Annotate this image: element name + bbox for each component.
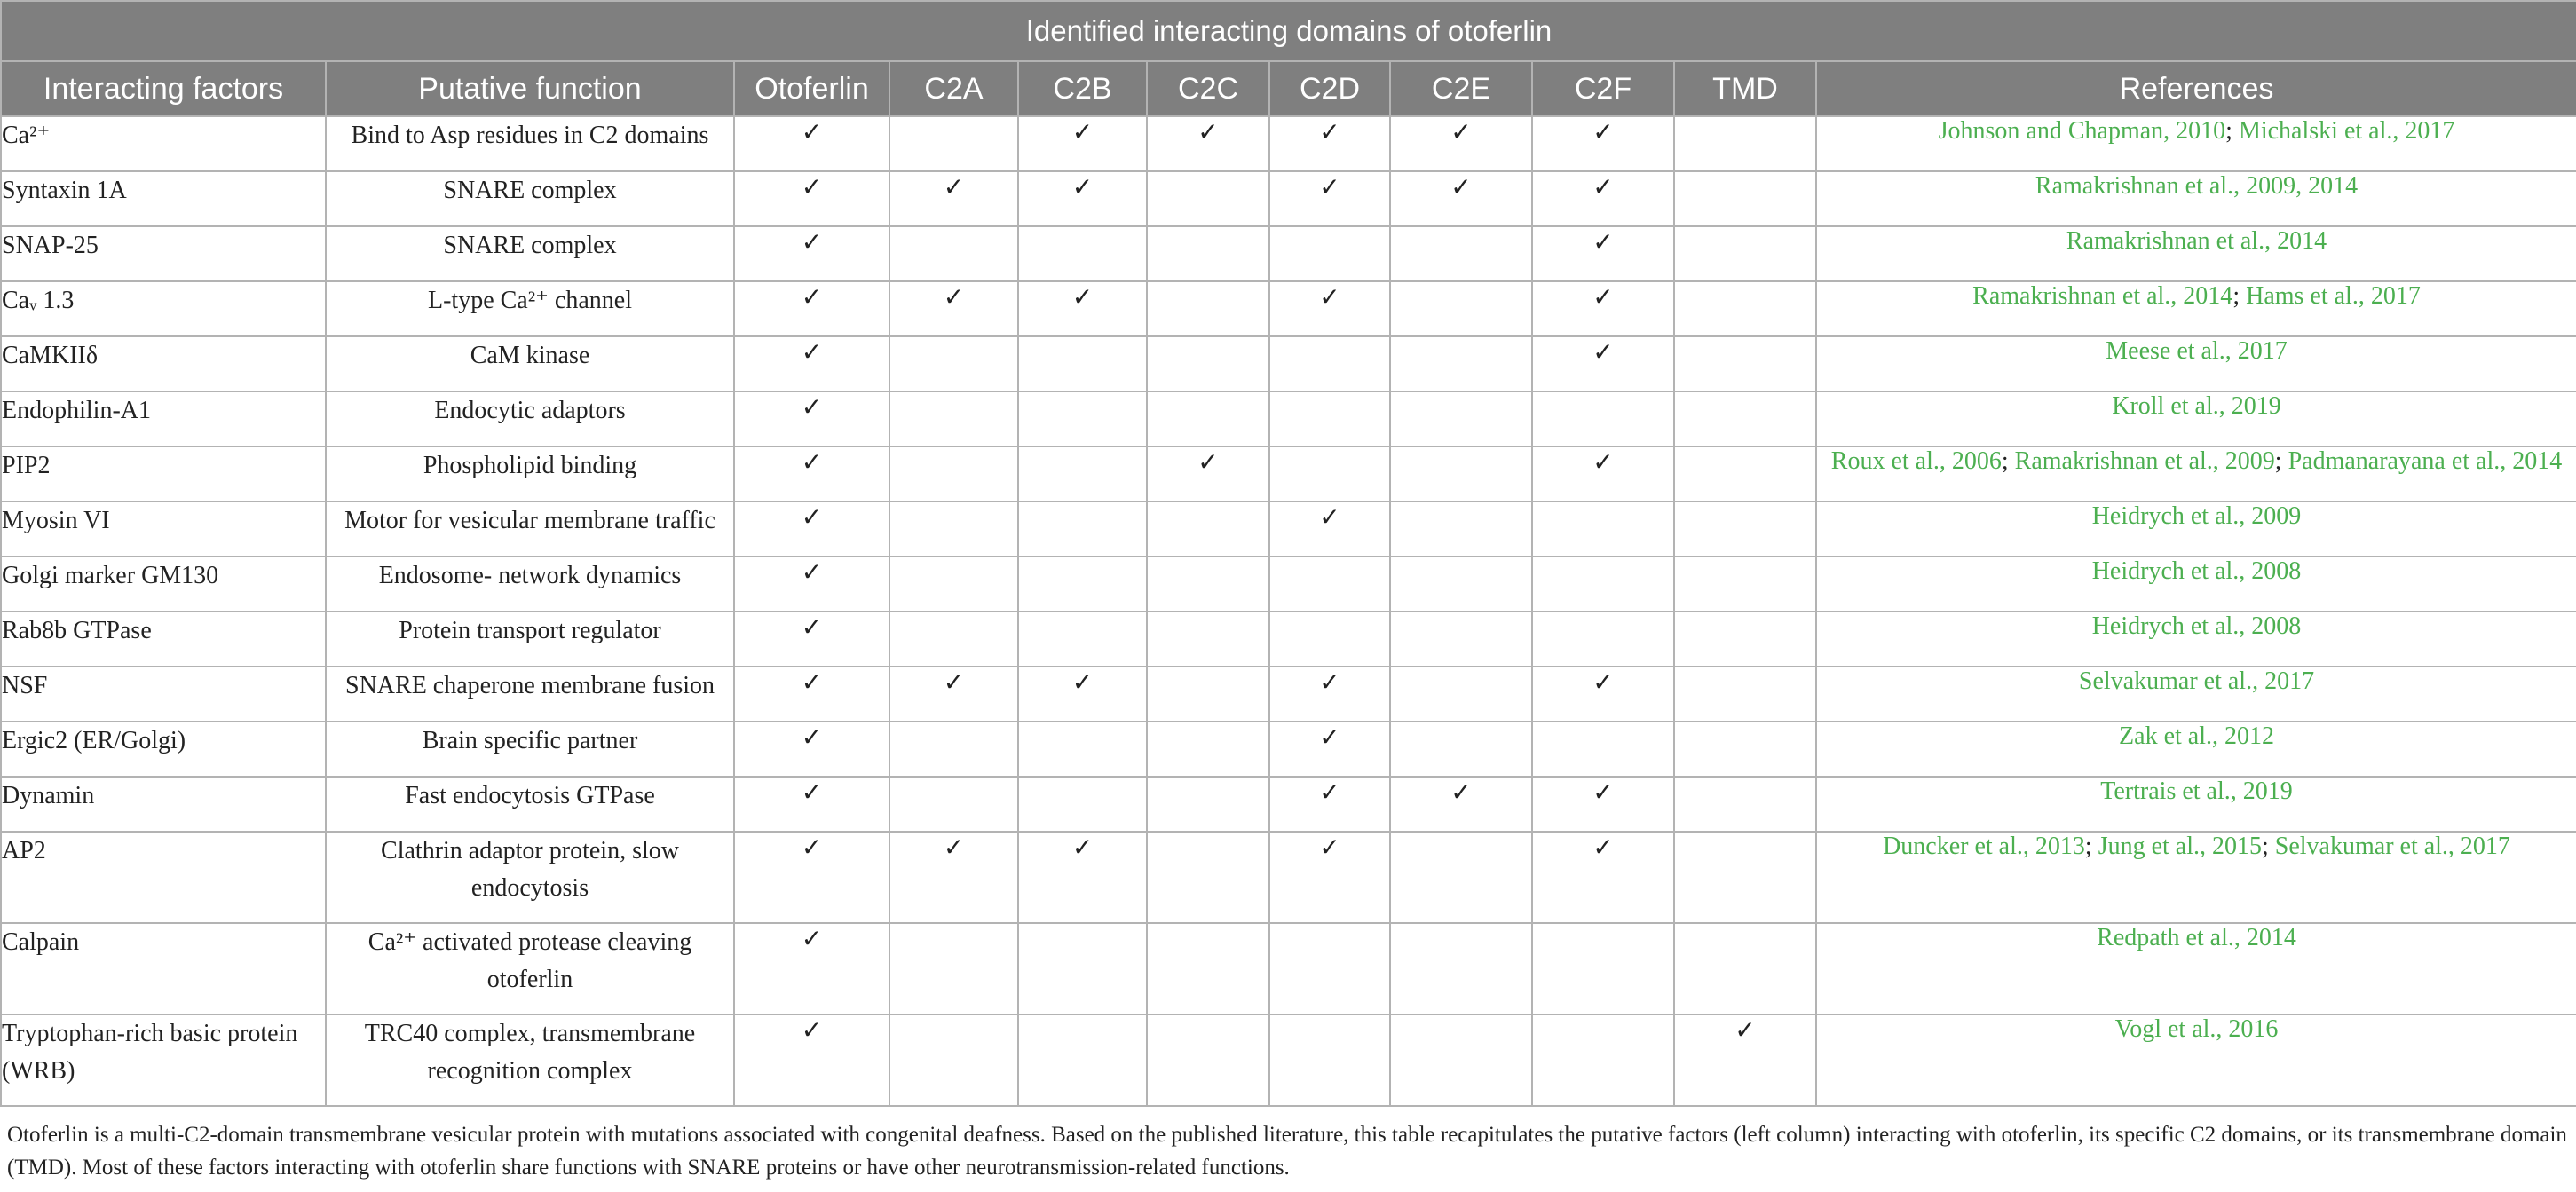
empty-cell: [1147, 612, 1269, 667]
reference-link[interactable]: Johnson and Chapman, 2010: [1938, 117, 2226, 145]
empty-cell: [1674, 722, 1816, 777]
check-mark-cell: [1147, 446, 1269, 501]
check-mark-cell: [1018, 832, 1147, 923]
check-mark-cell: [1674, 1014, 1816, 1106]
function-cell: CaM kinase: [326, 336, 734, 391]
empty-cell: [1018, 226, 1147, 281]
check-mark-cell: [1018, 171, 1147, 226]
check-mark-cell: [1269, 501, 1390, 557]
reference-link[interactable]: Ramakrishnan et al., 2009, 2014: [2035, 172, 2359, 200]
empty-cell: [889, 391, 1018, 446]
check-icon: ✓: [1450, 117, 1472, 146]
table-row: [1, 1014, 2576, 1106]
reference-link[interactable]: Hams et al., 2017: [2246, 282, 2421, 310]
reference-link[interactable]: Selvakumar et al., 2017: [2078, 667, 2315, 695]
function-cell: Brain specific partner: [326, 722, 734, 777]
check-icon: ✓: [801, 924, 823, 953]
references-cell: [1816, 226, 2576, 281]
empty-cell: [889, 777, 1018, 832]
empty-cell: [1674, 226, 1816, 281]
references-cell: [1816, 612, 2576, 667]
empty-cell: [1674, 667, 1816, 722]
check-mark-cell: [1269, 281, 1390, 336]
empty-cell: [1018, 391, 1147, 446]
function-cell: Clathrin adaptor protein, slow endocytosis: [326, 832, 734, 923]
empty-cell: [1147, 501, 1269, 557]
references-cell: [1816, 557, 2576, 612]
function-cell: SNARE complex: [326, 226, 734, 281]
reference-link[interactable]: Ramakrishnan et al., 2014: [2066, 227, 2327, 255]
factor-cell: PIP2: [1, 446, 326, 501]
check-icon: ✓: [1734, 1015, 1756, 1045]
check-mark-cell: [734, 612, 889, 667]
check-mark-cell: [1532, 336, 1674, 391]
check-icon: ✓: [1319, 117, 1340, 146]
check-mark-cell: [889, 171, 1018, 226]
check-icon: ✓: [801, 612, 823, 642]
table-row: [1, 923, 2576, 1014]
empty-cell: [1674, 777, 1816, 832]
references-cell: [1816, 501, 2576, 557]
empty-cell: [1018, 501, 1147, 557]
empty-cell: [1147, 667, 1269, 722]
function-cell: Fast endocytosis GTPase: [326, 777, 734, 832]
check-mark-cell: [1390, 116, 1532, 171]
factor-cell: Myosin VI: [1, 501, 326, 557]
function-cell: SNARE chaperone membrane fusion: [326, 667, 734, 722]
check-icon: ✓: [1592, 337, 1614, 367]
check-mark-cell: [1018, 116, 1147, 171]
check-icon: ✓: [801, 282, 823, 312]
check-icon: ✓: [801, 778, 823, 807]
reference-link[interactable]: Heidrych et al., 2008: [2091, 557, 2302, 585]
factor-cell: Tryptophan-rich basic protein (WRB): [1, 1014, 326, 1106]
empty-cell: [1674, 336, 1816, 391]
empty-cell: [1390, 1014, 1532, 1106]
table-row: [1, 336, 2576, 391]
check-mark-cell: [1269, 116, 1390, 171]
reference-link[interactable]: Selvakumar et al., 2017: [2274, 833, 2510, 860]
check-mark-cell: [1390, 777, 1532, 832]
empty-cell: [1532, 557, 1674, 612]
check-icon: ✓: [801, 392, 823, 422]
empty-cell: [1269, 557, 1390, 612]
references-cell: [1816, 171, 2576, 226]
reference-link[interactable]: Meese et al., 2017: [2106, 337, 2288, 365]
header-row: [1, 61, 2576, 116]
table-row: [1, 722, 2576, 777]
check-mark-cell: [1532, 281, 1674, 336]
factor-cell: Caᵥ 1.3: [1, 281, 326, 336]
factor-cell: Ergic2 (ER/Golgi): [1, 722, 326, 777]
check-icon: ✓: [1197, 447, 1219, 477]
empty-cell: [889, 722, 1018, 777]
table-title: Identified interacting domains of otoferlin: [1, 1, 2576, 61]
column-header: TMD: [1674, 61, 1816, 116]
check-mark-cell: [1532, 171, 1674, 226]
reference-link[interactable]: Kroll et al., 2019: [2112, 392, 2281, 420]
check-icon: ✓: [801, 667, 823, 697]
check-mark-cell: [734, 226, 889, 281]
check-icon: ✓: [1450, 778, 1472, 807]
check-mark-cell: [734, 1014, 889, 1106]
check-mark-cell: [734, 557, 889, 612]
empty-cell: [1390, 281, 1532, 336]
check-icon: ✓: [1592, 172, 1614, 201]
check-icon: ✓: [1071, 833, 1094, 862]
empty-cell: [1390, 391, 1532, 446]
check-icon: ✓: [801, 502, 823, 532]
references-cell: [1816, 667, 2576, 722]
empty-cell: [1018, 722, 1147, 777]
function-cell: SNARE complex: [326, 171, 734, 226]
column-header: Otoferlin: [734, 61, 889, 116]
factor-cell: Endophilin-A1: [1, 391, 326, 446]
check-icon: ✓: [1592, 667, 1614, 697]
empty-cell: [1674, 171, 1816, 226]
reference-link[interactable]: Heidrych et al., 2009: [2091, 502, 2302, 530]
factor-cell: NSF: [1, 667, 326, 722]
empty-cell: [889, 1014, 1018, 1106]
empty-cell: [1532, 391, 1674, 446]
empty-cell: [1018, 777, 1147, 832]
empty-cell: [889, 446, 1018, 501]
check-mark-cell: [1269, 832, 1390, 923]
references-cell: [1816, 777, 2576, 832]
column-header: Putative function: [326, 61, 734, 116]
check-icon: ✓: [1592, 227, 1614, 257]
check-icon: ✓: [1592, 833, 1614, 862]
column-header: References: [1816, 61, 2576, 116]
empty-cell: [1532, 722, 1674, 777]
check-mark-cell: [1532, 832, 1674, 923]
references-cell: [1816, 722, 2576, 777]
function-cell: L-type Ca²⁺ channel: [326, 281, 734, 336]
reference-link[interactable]: Michalski et al., 2017: [2238, 117, 2455, 145]
empty-cell: [889, 116, 1018, 171]
empty-cell: [1390, 667, 1532, 722]
check-icon: ✓: [943, 833, 965, 862]
empty-cell: [1674, 832, 1816, 923]
check-mark-cell: [1532, 667, 1674, 722]
column-header: C2A: [889, 61, 1018, 116]
check-mark-cell: [1018, 667, 1147, 722]
reference-link[interactable]: Padmanarayana et al., 2014: [2288, 447, 2563, 475]
references-cell: [1816, 336, 2576, 391]
check-icon: ✓: [1319, 282, 1340, 312]
empty-cell: [1018, 923, 1147, 1014]
empty-cell: [1147, 391, 1269, 446]
check-icon: ✓: [1319, 722, 1340, 752]
references-cell: Johnson and Chapman, 2010; Michalski et al., 2017: [1816, 116, 2576, 171]
empty-cell: [1532, 1014, 1674, 1106]
empty-cell: [1674, 612, 1816, 667]
table-row: [1, 116, 2576, 171]
empty-cell: [1147, 226, 1269, 281]
check-icon: ✓: [801, 227, 823, 257]
empty-cell: [1532, 612, 1674, 667]
check-mark-cell: [1532, 446, 1674, 501]
check-icon: ✓: [1592, 447, 1614, 477]
check-icon: ✓: [1071, 117, 1094, 146]
empty-cell: [1674, 281, 1816, 336]
check-mark-cell: [1018, 281, 1147, 336]
reference-link[interactable]: Jung et al., 2015: [2098, 833, 2262, 860]
check-mark-cell: [1269, 171, 1390, 226]
references-cell: Roux et al., 2006; Ramakrishnan et al., 2009; Padmanarayana et al., 2014: [1816, 446, 2576, 501]
column-header: C2F: [1532, 61, 1674, 116]
empty-cell: [1390, 612, 1532, 667]
function-cell: TRC40 complex, transmembrane recognition complex: [326, 1014, 734, 1106]
table-row: [1, 667, 2576, 722]
empty-cell: [1390, 501, 1532, 557]
empty-cell: [1018, 446, 1147, 501]
empty-cell: [1147, 1014, 1269, 1106]
empty-cell: [1390, 557, 1532, 612]
empty-cell: [1269, 391, 1390, 446]
references-cell: [1816, 391, 2576, 446]
references-cell: Ramakrishnan et al., 2014; Hams et al., 2017: [1816, 281, 2576, 336]
check-mark-cell: [734, 501, 889, 557]
empty-cell: [1147, 281, 1269, 336]
check-mark-cell: [734, 446, 889, 501]
empty-cell: [1147, 722, 1269, 777]
function-cell: Protein transport regulator: [326, 612, 734, 667]
factor-cell: Dynamin: [1, 777, 326, 832]
check-icon: ✓: [801, 722, 823, 752]
empty-cell: [1269, 226, 1390, 281]
empty-cell: [1018, 336, 1147, 391]
check-mark-cell: [734, 391, 889, 446]
empty-cell: [889, 226, 1018, 281]
check-mark-cell: [734, 832, 889, 923]
reference-link[interactable]: Duncker et al., 2013: [1883, 833, 2085, 860]
check-mark-cell: [734, 171, 889, 226]
check-mark-cell: [1269, 777, 1390, 832]
column-header: C2E: [1390, 61, 1532, 116]
empty-cell: [889, 612, 1018, 667]
empty-cell: [1674, 923, 1816, 1014]
table-row: [1, 391, 2576, 446]
check-icon: ✓: [943, 282, 965, 312]
check-icon: ✓: [1450, 172, 1472, 201]
factor-cell: Rab8b GTPase: [1, 612, 326, 667]
table-caption: Otoferlin is a multi-C2-domain transmembrane vesicular protein with mutations associated with congenital deafness. Based on the published literature, this table recapitulates the putative factors (left column) interacting with otoferlin, its specific C2 domains, or its transmembrane domain (TMD). Most of these factors interacting with otoferlin share functions with SNARE proteins or have other neurotransmission-related functions.: [7, 1123, 2567, 1180]
check-mark-cell: [1532, 777, 1674, 832]
check-icon: ✓: [943, 667, 965, 697]
reference-link[interactable]: Ramakrishnan et al., 2009: [2014, 447, 2275, 475]
empty-cell: [1390, 832, 1532, 923]
reference-link[interactable]: Redpath et al., 2014: [2097, 924, 2296, 951]
empty-cell: [1532, 923, 1674, 1014]
function-cell: Bind to Asp residues in C2 domains: [326, 116, 734, 171]
empty-cell: [1018, 612, 1147, 667]
table-row: [1, 446, 2576, 501]
check-icon: ✓: [801, 172, 823, 201]
empty-cell: [1269, 446, 1390, 501]
check-icon: ✓: [1319, 172, 1340, 201]
empty-cell: [1390, 226, 1532, 281]
references-cell: [1816, 1014, 2576, 1106]
empty-cell: [1147, 777, 1269, 832]
check-mark-cell: [734, 116, 889, 171]
empty-cell: [1674, 501, 1816, 557]
empty-cell: [889, 501, 1018, 557]
factor-cell: CaMKIIδ: [1, 336, 326, 391]
table-row: [1, 281, 2576, 336]
empty-cell: [1674, 557, 1816, 612]
check-icon: ✓: [801, 557, 823, 587]
check-icon: ✓: [1319, 502, 1340, 532]
empty-cell: [1390, 336, 1532, 391]
function-cell: Motor for vesicular membrane traffic: [326, 501, 734, 557]
check-icon: ✓: [1319, 667, 1340, 697]
check-mark-cell: [889, 667, 1018, 722]
check-mark-cell: [1532, 226, 1674, 281]
function-cell: Endocytic adaptors: [326, 391, 734, 446]
check-icon: ✓: [801, 1015, 823, 1045]
empty-cell: [1269, 923, 1390, 1014]
check-icon: ✓: [1592, 778, 1614, 807]
check-mark-cell: [1390, 171, 1532, 226]
check-mark-cell: [1269, 667, 1390, 722]
column-header: Interacting factors: [1, 61, 326, 116]
empty-cell: [889, 557, 1018, 612]
function-cell: Ca²⁺ activated protease cleaving otoferlin: [326, 923, 734, 1014]
check-mark-cell: [734, 336, 889, 391]
column-header: C2C: [1147, 61, 1269, 116]
empty-cell: [1674, 116, 1816, 171]
reference-link[interactable]: Vogl et al., 2016: [2114, 1015, 2279, 1043]
reference-link[interactable]: Heidrych et al., 2008: [2091, 612, 2302, 640]
check-icon: ✓: [801, 117, 823, 146]
table-row: [1, 612, 2576, 667]
empty-cell: [1674, 446, 1816, 501]
reference-link[interactable]: Tertrais et al., 2019: [2100, 778, 2293, 805]
factor-cell: Ca²⁺: [1, 116, 326, 171]
check-icon: ✓: [1071, 172, 1094, 201]
table-row: [1, 226, 2576, 281]
check-icon: ✓: [1319, 778, 1340, 807]
references-cell: [1816, 923, 2576, 1014]
check-mark-cell: [889, 832, 1018, 923]
check-icon: ✓: [801, 447, 823, 477]
empty-cell: [1147, 832, 1269, 923]
factor-cell: Golgi marker GM130: [1, 557, 326, 612]
empty-cell: [1269, 336, 1390, 391]
empty-cell: [1532, 501, 1674, 557]
empty-cell: [1147, 171, 1269, 226]
reference-link[interactable]: Zak et al., 2012: [2119, 722, 2274, 750]
table-row: [1, 501, 2576, 557]
empty-cell: [889, 923, 1018, 1014]
empty-cell: [1390, 722, 1532, 777]
empty-cell: [1269, 612, 1390, 667]
check-mark-cell: [734, 281, 889, 336]
column-header: C2D: [1269, 61, 1390, 116]
check-icon: ✓: [1319, 833, 1340, 862]
check-mark-cell: [1532, 116, 1674, 171]
function-cell: Endosome- network dynamics: [326, 557, 734, 612]
factor-cell: SNAP-25: [1, 226, 326, 281]
check-icon: ✓: [1071, 667, 1094, 697]
reference-link[interactable]: Ramakrishnan et al., 2014: [1972, 282, 2233, 310]
table-row: [1, 171, 2576, 226]
factor-cell: Syntaxin 1A: [1, 171, 326, 226]
factor-cell: Calpain: [1, 923, 326, 1014]
check-icon: ✓: [1592, 117, 1614, 146]
function-cell: Phospholipid binding: [326, 446, 734, 501]
table-row: [1, 832, 2576, 923]
empty-cell: [1674, 391, 1816, 446]
table-row: [1, 777, 2576, 832]
table-body: [1, 116, 2576, 1106]
check-icon: ✓: [801, 337, 823, 367]
check-mark-cell: [734, 777, 889, 832]
check-mark-cell: [734, 667, 889, 722]
empty-cell: [1390, 446, 1532, 501]
check-icon: ✓: [1197, 117, 1219, 146]
empty-cell: [1147, 336, 1269, 391]
empty-cell: [1147, 557, 1269, 612]
factor-cell: AP2: [1, 832, 326, 923]
empty-cell: [1390, 923, 1532, 1014]
check-mark-cell: [734, 722, 889, 777]
check-icon: ✓: [1592, 282, 1614, 312]
references-cell: Duncker et al., 2013; Jung et al., 2015; Selvakumar et al., 2017: [1816, 832, 2576, 923]
reference-link[interactable]: Roux et al., 2006: [1830, 447, 2002, 475]
empty-cell: [1018, 1014, 1147, 1106]
check-mark-cell: [1147, 116, 1269, 171]
empty-cell: [1147, 923, 1269, 1014]
empty-cell: [1018, 557, 1147, 612]
empty-cell: [1269, 1014, 1390, 1106]
column-header: C2B: [1018, 61, 1147, 116]
check-mark-cell: [889, 281, 1018, 336]
check-mark-cell: [734, 923, 889, 1014]
table-row: [1, 557, 2576, 612]
check-mark-cell: [1269, 722, 1390, 777]
check-icon: ✓: [801, 833, 823, 862]
check-icon: ✓: [943, 172, 965, 201]
check-icon: ✓: [1071, 282, 1094, 312]
empty-cell: [889, 336, 1018, 391]
